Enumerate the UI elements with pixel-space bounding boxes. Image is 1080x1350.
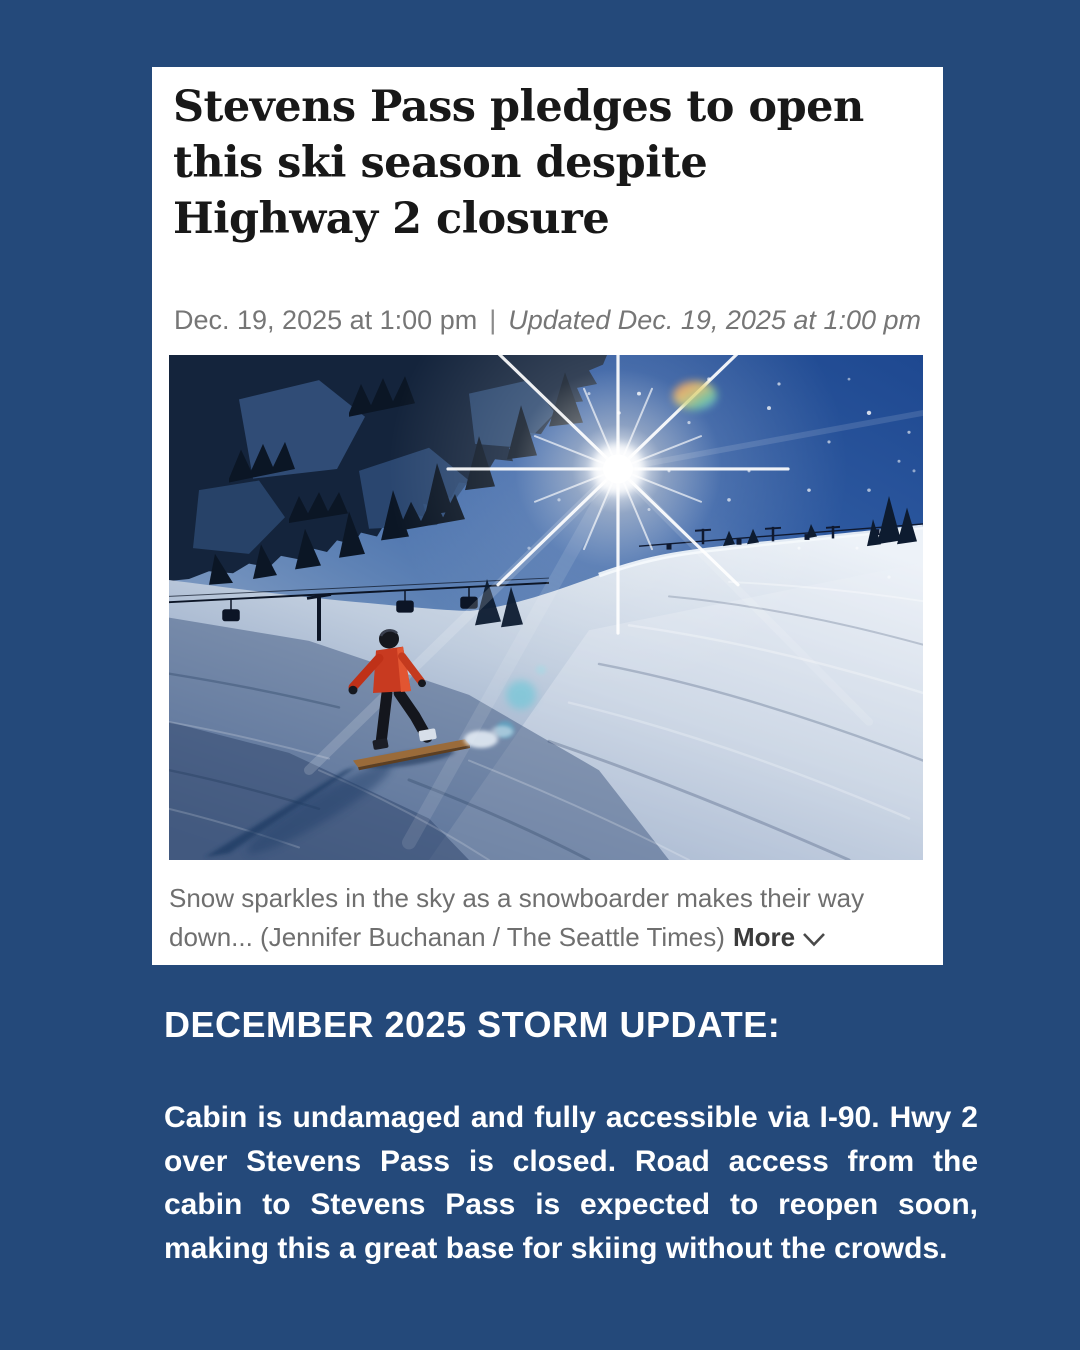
headline-line: Stevens Pass pledges to open [173,82,864,132]
headline-line: this ski season despite [173,138,708,188]
dateline-separator: | [489,305,497,335]
more-label: More [732,922,796,952]
updated-date: Updated Dec. 19, 2025 at 1:00 pm [508,305,921,335]
article-photo [169,355,923,860]
storm-update-heading: DECEMBER 2025 STORM UPDATE: [164,1004,781,1045]
article-dateline [174,305,921,336]
headline-line: Highway 2 closure [173,194,610,244]
article-headline [173,79,864,247]
article-card [152,67,943,965]
published-date: Dec. 19, 2025 at 1:00 pm [174,305,478,335]
storm-update-body: Cabin is undamaged and fully accessible via I-90. Hwy 2 over Stevens Pass is closed. Road access from the cabin to Stevens Pass is expected to reopen soon, making this a great base for skiing without the crowds. [164,1101,978,1265]
caption-line: Snow sparkles in the sky as a snowboarder makes their way [169,883,865,913]
caption-more-button[interactable] [733,922,826,952]
caption-line: down... (Jennifer Buchanan / The Seattle Times) [169,922,725,952]
photo-caption [169,879,923,957]
chevron-down-icon [802,932,826,947]
